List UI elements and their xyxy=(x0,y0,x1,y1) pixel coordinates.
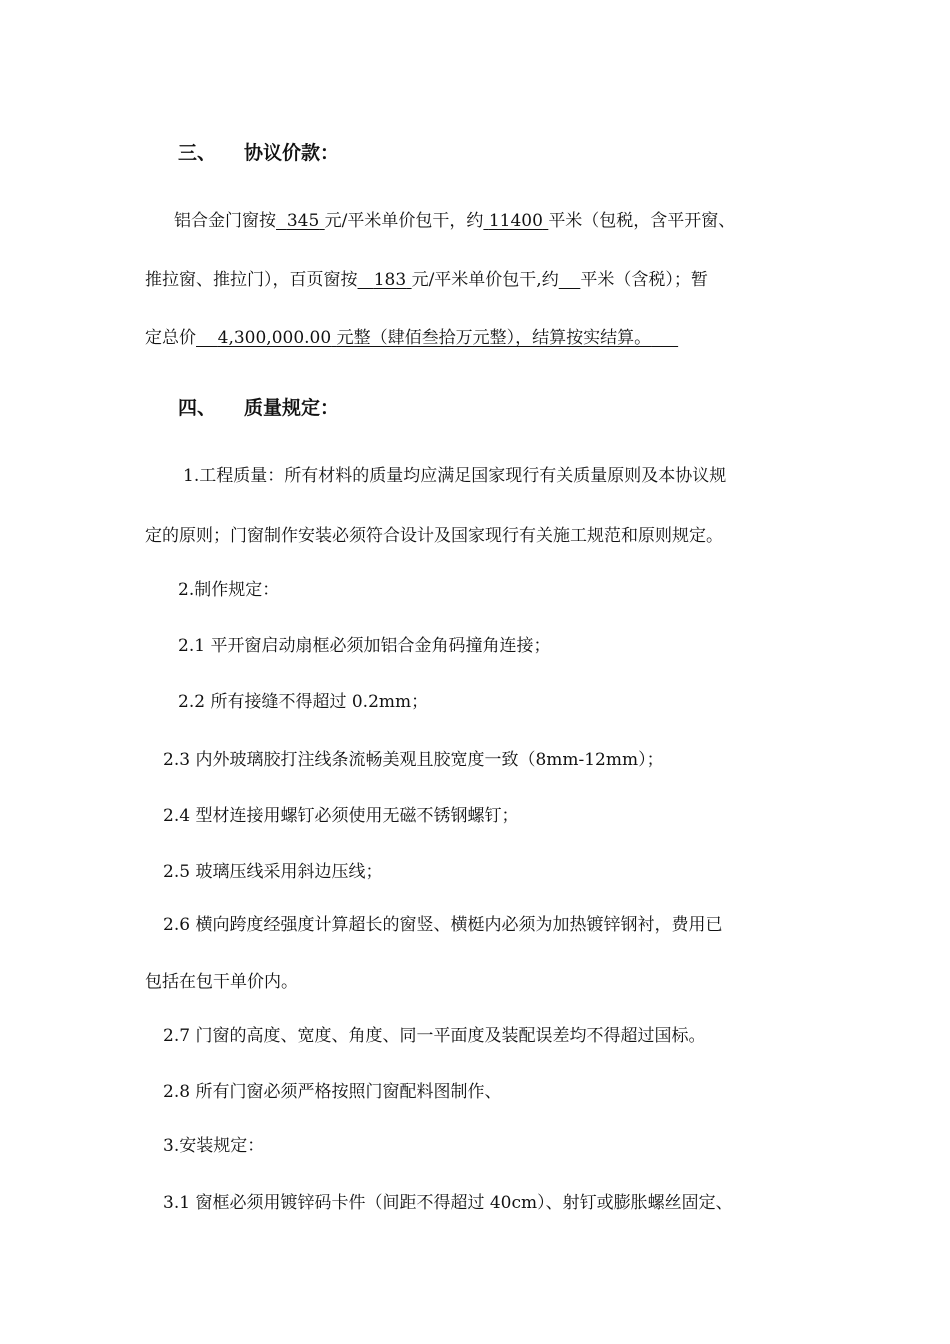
quality-item-2-7: 2.7 门窗的高度、宽度、角度、同一平面度及装配误差均不得超过国标。 xyxy=(163,1026,706,1046)
text-run: 定总价 xyxy=(145,328,196,348)
price-line-2 xyxy=(145,268,708,292)
section-number: 四、 xyxy=(178,397,217,419)
quality-item-2-2: 2.2 所有接缝不得超过 0.2mm； xyxy=(178,692,429,712)
text-run: 元/平米单价包干,约 xyxy=(411,270,559,290)
quality-item-3: 3.安装规定： xyxy=(163,1136,265,1156)
quality-item-1-line-2: 定的原则；门窗制作安装必须符合设计及国家现行有关施工规范和原则规定。 xyxy=(145,526,723,546)
section-heading-quality xyxy=(178,396,339,420)
text-run: 平米（含税）；暂 xyxy=(580,270,708,290)
quality-item-2-1: 2.1 平开窗启动扇框必须加铝合金角码撞角连接； xyxy=(178,636,551,656)
unit-price-aluminum xyxy=(276,211,325,231)
section-title: 协议价款： xyxy=(244,142,340,164)
quality-item-2-3: 2.3 内外玻璃胶打注线条流畅美观且胶宽度一致（8mm-12mm）； xyxy=(163,750,664,770)
section-number: 三、 xyxy=(178,142,217,164)
quality-item-2-4: 2.4 型材连接用螺钉必须使用无磁不锈钢螺钉； xyxy=(163,806,519,826)
area-louver-blank xyxy=(559,270,581,290)
quality-item-2-8: 2.8 所有门窗必须严格按照门窗配料图制作、 xyxy=(163,1082,502,1102)
text-run: 铝合金门窗按 xyxy=(174,211,276,231)
unit-price-louver xyxy=(358,270,412,290)
area-aluminum xyxy=(483,211,548,231)
total-price-value: 4,300,000.00 xyxy=(217,328,332,348)
price-line-1 xyxy=(174,209,735,233)
quality-item-1-line-1: 1.工程质量：所有材料的质量均应满足国家现行有关质量原则及本协议规 xyxy=(183,466,727,486)
section-heading-price xyxy=(178,141,339,165)
text-run: 推拉窗、推拉门），百页窗按 xyxy=(145,270,358,290)
total-price xyxy=(196,328,678,348)
quality-item-2-6-line-2: 包括在包干单价内。 xyxy=(145,972,298,992)
quality-item-3-1: 3.1 窗框必须用镀锌码卡件（间距不得超过 40cm）、射钉或膨胀螺丝固定、 xyxy=(163,1193,733,1213)
area-aluminum-value: 11400 xyxy=(488,211,543,231)
price-line-3 xyxy=(145,326,678,350)
quality-item-2: 2.制作规定： xyxy=(178,580,280,600)
unit-price-aluminum-value: 345 xyxy=(286,211,320,231)
unit-price-louver-value: 183 xyxy=(373,270,407,290)
quality-item-2-5: 2.5 玻璃压线采用斜边压线； xyxy=(163,862,383,882)
total-price-text: 元整（肆佰叁拾万元整），结算按实结算。 xyxy=(336,328,652,348)
text-run: 平米（包税，含平开窗、 xyxy=(548,211,736,231)
quality-item-2-6-line-1: 2.6 横向跨度经强度计算超长的窗竖、横梃内必须为加热镀锌钢衬，费用已 xyxy=(163,915,723,935)
text-run: 元/平米单价包干，约 xyxy=(324,211,484,231)
section-title: 质量规定： xyxy=(244,397,340,419)
